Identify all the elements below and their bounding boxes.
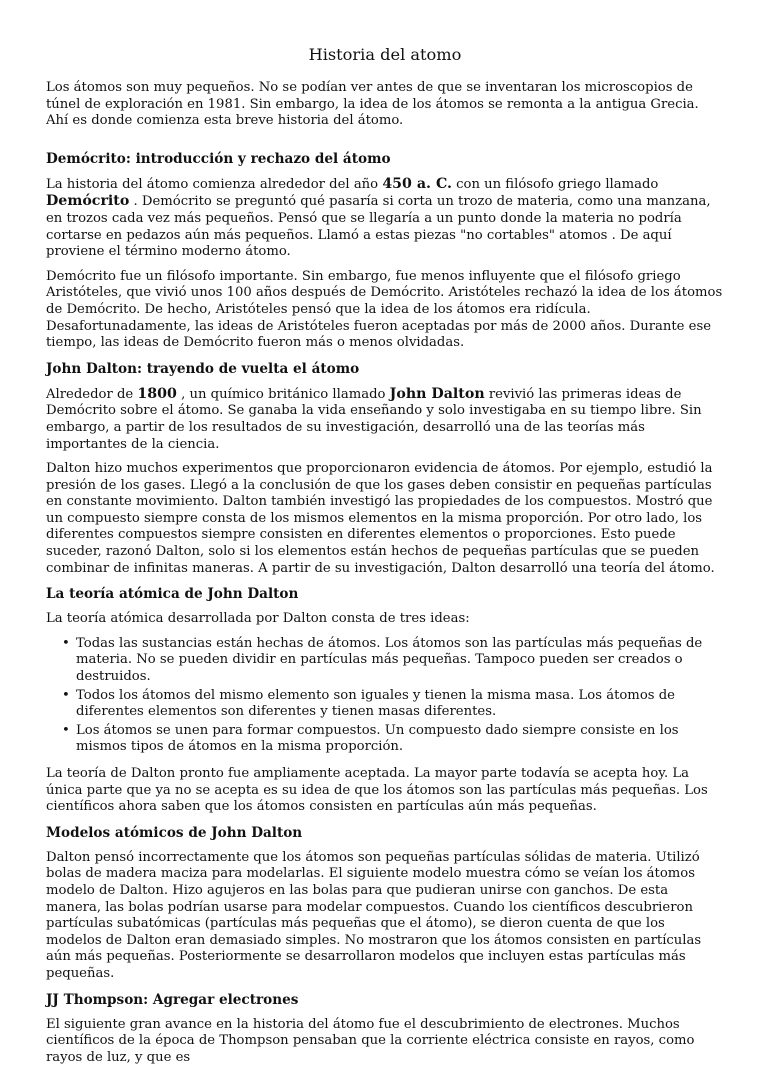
document-title: Historia del atomo [308, 45, 462, 64]
text-run: con un filósofo griego llamado [451, 176, 659, 192]
text-run: revivió las primeras ideas de Demócrito sobre el átomo. Se ganaba la vida enseñando y solo investigaba en su tiempo libre. Sin embargo, a partir de los resultados de su investigación, desarrolló una de las teorías más importantes de la ciencia. [46, 386, 702, 452]
text-run: . Demócrito se preguntó qué pasaría si corta un trozo de materia, como una manzana, en trozos cada vez más pequeños. Pensó que se llegaría a un punto donde la materia no podría cortarse en pedazos aún más pequeños. Llamó a estas piezas "no cortables" atomos . De aquí proviene el término moderno átomo. [46, 194, 711, 260]
democrito-paragraph-1 [46, 176, 724, 261]
bullet-icon: • [62, 635, 70, 651]
name-emphasis: John Dalton [389, 385, 485, 402]
theory-list [46, 636, 724, 756]
date-emphasis: 450 a. C. [382, 175, 452, 192]
list-item-text: Todas las sustancias están hechas de átomos. Los átomos son las partículas más pequeñas de materia. No se pueden dividir en partículas más pequeñas. Tampoco pueden ser creados o destruidos. [76, 635, 703, 685]
democrito-paragraph-2: Demócrito fue un filósofo importante. Sin embargo, fue menos influyente que el filósofo griego Aristóteles, que vivió unos 100 años después de Demócrito. Aristóteles rechazó la idea de los átomos de Demócrito. De hecho, Aristóteles pensó que la idea de los átomos era ridícula. Desafortunadamente, las ideas de Aristóteles fueron aceptadas por más de 2000 años. Durante ese tiempo, las ideas de Demócrito fueron más o menos olvidadas. [46, 268, 723, 351]
list-item-text: Todos los átomos del mismo elemento son iguales y tienen la misma masa. Los átomos de diferentes elementos son diferentes y tienen masas diferentes. [76, 687, 675, 720]
list-item-text: Los átomos se unen para formar compuestos. Un compuesto dado siempre consiste en los mismos tipos de átomos en la misma proporción. [76, 722, 679, 755]
teoria-paragraph-2: La teoría de Dalton pronto fue ampliamente aceptada. La mayor parte todavía se acepta hoy. La única parte que ya no se acepta es su idea de que los átomos son las partículas más pequeñas. Los científicos ahora saben que los átomos consisten en partículas aún más pequeñas. [46, 766, 708, 815]
list-item [62, 687, 724, 721]
name-emphasis: Demócrito [46, 193, 130, 210]
section-heading-dalton: John Dalton: trayendo de vuelta el átomo [46, 360, 360, 377]
document-page [46, 44, 724, 1074]
text-run: La historia del átomo comienza alrededor del año [46, 176, 383, 192]
text-run: , un químico británico llamado [176, 386, 390, 402]
dalton-paragraph-2: Dalton hizo muchos experimentos que proporcionaron evidencia de átomos. Por ejemplo, estudió la presión de los gases. Llegó a la conclusión de que los gases deben consistir en pequeñas partículas en constante movimiento. Dalton también investigó las propiedades de los compuestos. Mostró que un compuesto siempre consta de los mismos elementos en la misma proporción. Por otro lado, los diferentes compuestos siempre consisten en diferentes elementos o proporciones. Esto puede suceder, razonó Dalton, solo si los elementos están hechos de pequeñas partículas que se pueden combinar de infinitas maneras. A partir de su investigación, Dalton desarrolló una teoría del átomo. [46, 461, 715, 576]
text-run: Alrededor de [46, 386, 138, 402]
bullet-icon: • [62, 722, 70, 738]
section-heading-modelos: Modelos atómicos de John Dalton [46, 824, 303, 841]
list-item [62, 722, 724, 756]
dalton-paragraph-1 [46, 386, 724, 453]
thompson-paragraph-1: El siguiente gran avance en la historia del átomo fue el descubrimiento de electrones. Muchos científicos de la época de Thompson pensaban que la corriente eléctrica consiste en rayos, como rayos de luz, y que es [46, 1016, 695, 1065]
date-emphasis: 1800 [137, 385, 177, 402]
list-item [62, 635, 724, 686]
bullet-icon: • [62, 687, 70, 703]
modelos-paragraph-1: Dalton pensó incorrectamente que los átomos son pequeñas partículas sólidas de materia. Utilizó bolas de madera maciza para modelarlas. El siguiente modelo muestra cómo se veían los átomos modelo de Dalton. Hizo agujeros en las bolas para que pudieran unirse con ganchos. De esta manera, las bolas podrían usarse para modelar compuestos. Cuando los científicos descubrieron partículas subatómicas (partículas más pequeñas que el átomo), se dieron cuenta de que los modelos de Dalton eran demasiado simples. No mostraron que los átomos consisten en partículas aún más pequeñas. Posteriormente se desarrollaron modelos que incluyen estas partículas más pequeñas. [46, 849, 702, 981]
section-heading-democrito: Demócrito: introducción y rechazo del átomo [46, 150, 391, 167]
section-heading-thompson: JJ Thompson: Agregar electrones [46, 991, 299, 1008]
intro-paragraph: Los átomos son muy pequeños. No se podían ver antes de que se inventaran los microscopios de túnel de exploración en 1981. Sin embargo, la idea de los átomos se remonta a la antigua Grecia. Ahí es donde comienza esta breve historia del átomo. [46, 80, 699, 129]
section-heading-teoria: La teoría atómica de John Dalton [46, 586, 299, 603]
teoria-paragraph-1: La teoría atómica desarrollada por Dalton consta de tres ideas: [46, 611, 470, 627]
